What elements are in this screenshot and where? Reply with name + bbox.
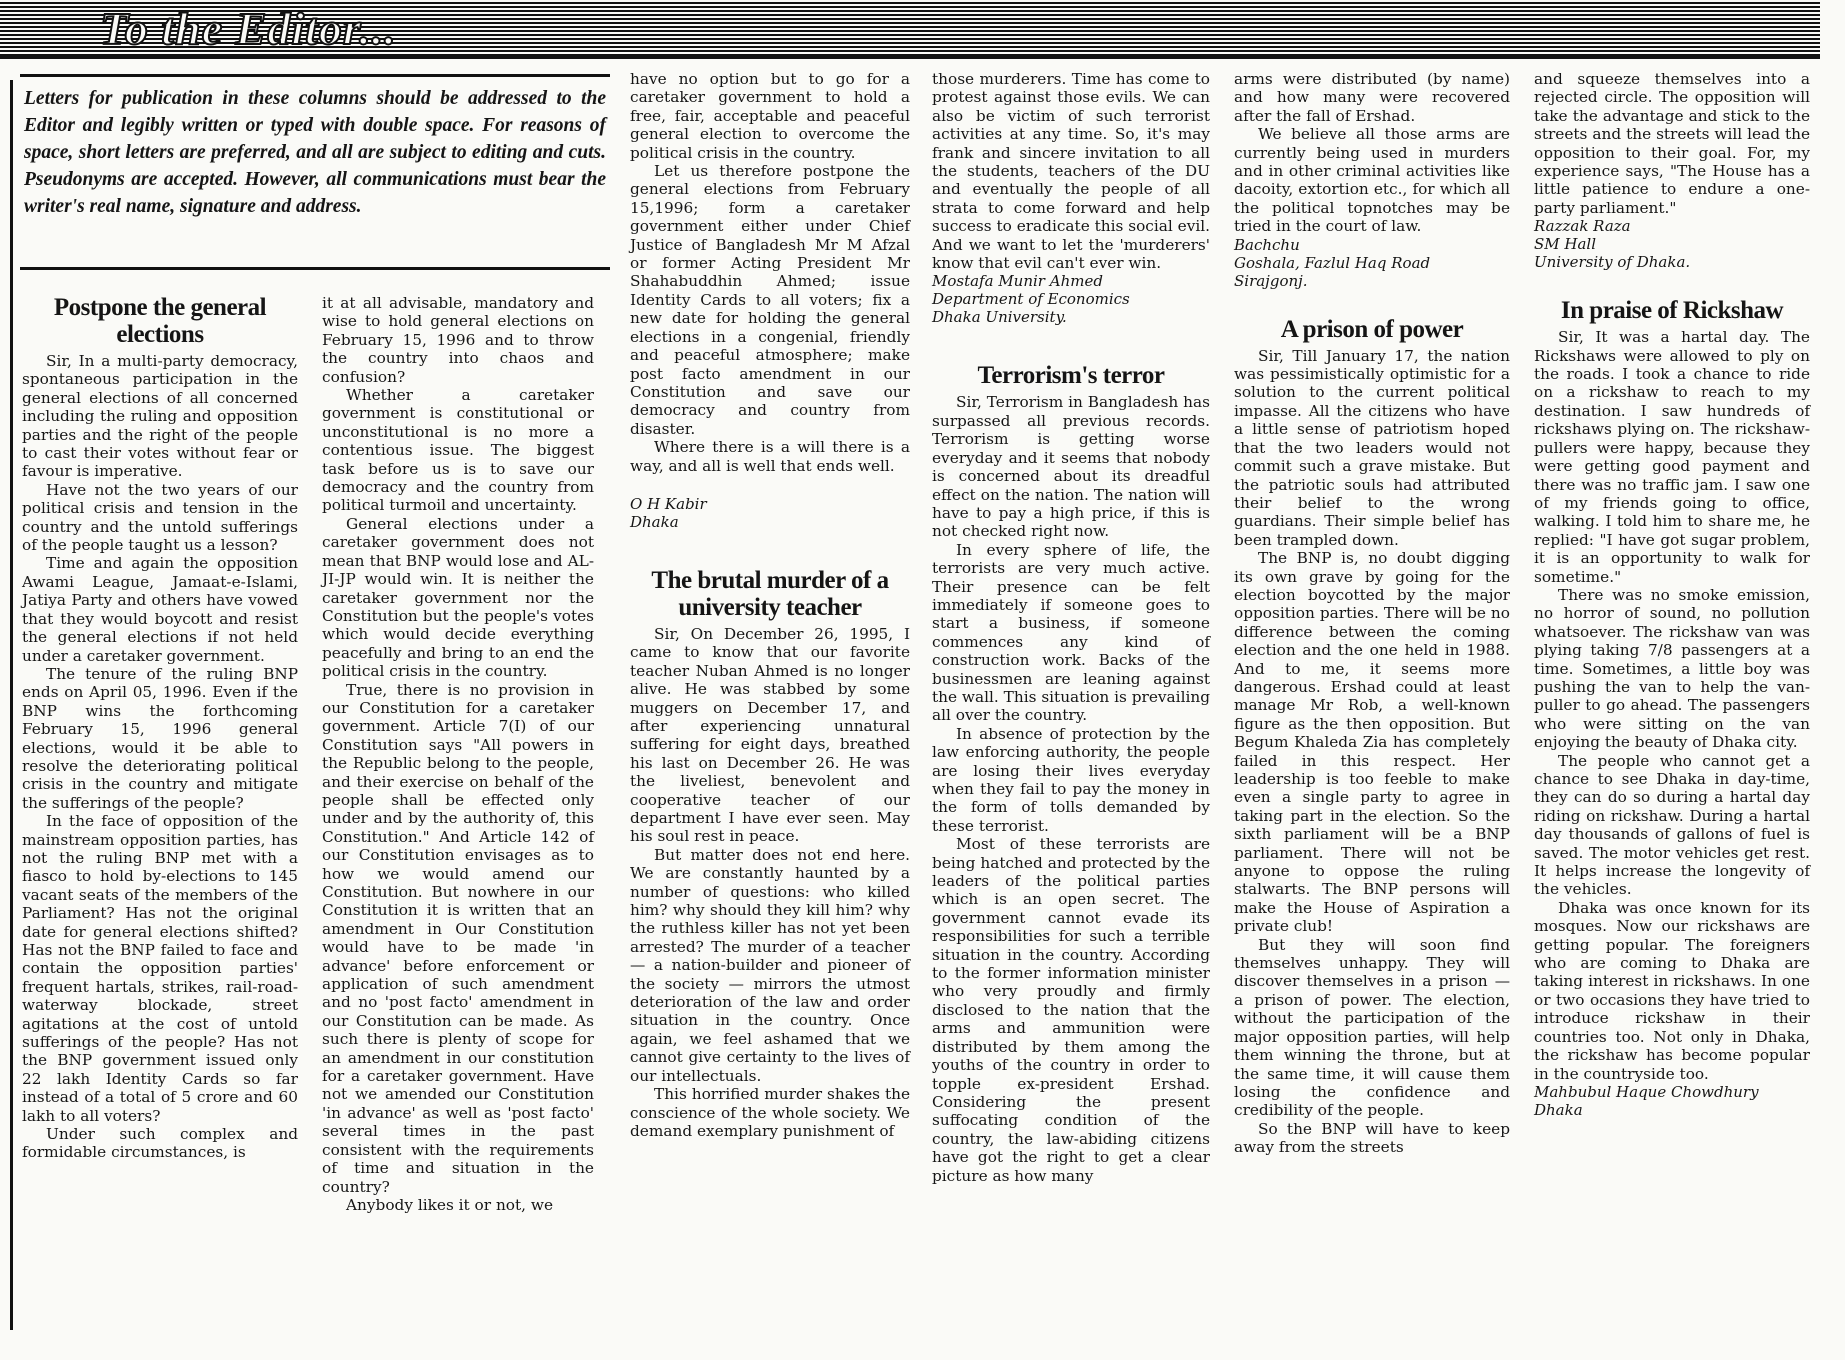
letter4-para: and squeeze themselves into a rejected circle. The opposition will take the advantage and stick to the streets and the streets will lead the opposition to their goal. For, my experience says, "The House has a little patience to endure a one-party parliament." <box>1534 70 1810 217</box>
letter1-para: Where there is a will there is a way, and all is well that ends well. <box>630 438 910 475</box>
letter5-para: The people who cannot get a chance to see Dhaka in day-time, they can do so during a hartal day riding on rickshaw. During a hartal day thousands of gallons of fuel is saved. The motor vehicles get rest. It helps increase the longevity of the vehicles. <box>1534 751 1810 899</box>
column-5 <box>1234 70 1510 1157</box>
letter1-para: Whether a caretaker government is constitutional or unconstitutional is no more a contentious issue. The biggest task before us is to save our democracy and the country from political turmoil and uncertainty. <box>322 386 594 515</box>
letter1-para: Time and again the opposition Awami League, Jamaat-e-Islami, Jatiya Party and others have vowed that they would boycott and resist the general elections if not held under a caretaker government. <box>22 554 298 665</box>
masthead-banner <box>0 0 1820 59</box>
letter1-para: it at all advisable, mandatory and wise to hold general elections on February 15, 1996 and to throw the country into chaos and confusion? <box>322 294 594 386</box>
letter2-para: those murderers. Time has come to protest against those evils. We can also be victim of such terrorist activities at any time. So, it's may frank and sincere invitation to all the students, teachers of the DU and eventually the people of all strata to come forward and help success to eradicate this social evil. And we want to let the 'murderers' know that evil can't ever win. <box>932 70 1210 273</box>
letter3-signature-name: Bachchu <box>1234 235 1300 254</box>
column-6 <box>1534 70 1810 1119</box>
column-2 <box>322 294 594 1214</box>
column-4 <box>932 70 1210 1185</box>
letter1-signature-name: O H Kabir <box>630 494 707 513</box>
letter1-headline: Postpone the general elections <box>53 294 267 348</box>
letter5-headline: In praise of Rickshaw <box>1560 297 1784 325</box>
letter2-para: This horrified murder shakes the conscience of the whole society. We demand exemplary punishment of <box>630 1085 910 1140</box>
submission-notice: Letters for publication in these columns should be addressed to the Editor and legibly written or typed with double space. For reasons of space, short letters are preferred, and all are subject to editing and cuts. Pseudonyms are accepted. However, all communications must bear the writer's real name, signature and address. <box>20 74 610 270</box>
letter1-para: Sir, In a multi-party democracy, spontaneous participation in the general elections of all concerned including the ruling and opposition parties and the right of the people to cast their votes without fear or favour is imperative. <box>22 352 298 481</box>
letter3-signature-place: Sirajgonj. <box>1234 271 1308 290</box>
letter2-signature-name: Mostafa Munir Ahmed <box>932 272 1103 291</box>
letter1-para: In the face of opposition of the mainstream opposition parties, has not the ruling BNP met with a fiasco to hold by-elections to 145 vacant seats of the members of the Parliament? Has not the original date for general elections shifted? Has not the BNP failed to face and contain the opposition parties' frequent hartals, strikes, rail-road-waterway blockade, street agitations at the cost of untold sufferings of the people? Has not the BNP government issued only 22 lakh Identity Cards so far instead of a total of 5 crore and 60 lakh to all voters? <box>22 812 298 1125</box>
column-3 <box>630 70 910 1140</box>
letter2-para: Sir, On December 26, 1995, I came to know that our favorite teacher Nuban Ahmed is no longer alive. He was stabbed by some muggers on December 17, and after experiencing unnatural suffering for eight days, breathed his last on December 26. He was the liveliest, benevolent and cooperative teacher of our department I have ever seen. May his soul rest in peace. <box>630 624 910 846</box>
letter4-signature-name: Razzak Raza <box>1534 217 1631 236</box>
letter4-para: Sir, Till January 17, the nation was pessimistically optimistic for a solution to the current political impasse. All the citizens who have a little sense of patriotism hoped that the two leaders would not commit such a grave mistake. But the patriotic souls had attributed their belief to the wrong guardians. Their simple belief has been trampled down. <box>1234 346 1510 549</box>
letter5-signature-name: Mahbubul Haque Chowdhury <box>1534 1082 1759 1101</box>
letter3-para: In absence of protection by the law enforcing authority, the people are losing their lives everyday when they fail to pay the money in the form of tolls demanded by these terrorist. <box>932 724 1210 835</box>
letter2-signature-dept: Department of Economics <box>932 290 1130 309</box>
letter1-para: Anybody likes it or not, we <box>346 1195 554 1214</box>
column-1 <box>22 294 298 1162</box>
letter1-para: General elections under a caretaker government does not mean that BNP would lose and AL-JI-JP would win. It is neither the caretaker government nor the Constitution but the people's votes which would decide everything peacefully and bring to an end the political crisis in the country. <box>322 514 594 681</box>
letter1-para: Have not the two years of our political crisis and tension in the country and the untold sufferings of the people taught us a lesson? <box>22 480 298 555</box>
letter4-signature-hall: SM Hall <box>1534 235 1597 254</box>
letter5-para: Sir, It was a hartal day. The Rickshaws were allowed to ply on the roads. I took a chance to ride on a rickshaw to reach to my destination. I saw hundreds of rickshaws plying on. The rickshaw-pullers were happy, because they were getting good payment and there was no traffic jam. I saw one of my friends going to office, walking. I told him to share me, he replied: "I have got sugar problem, it is an opportunity to walk for sometime." <box>1534 328 1810 586</box>
letter3-para: arms were distributed (by name) and how many were recovered after the fall of Ershad. <box>1234 70 1510 125</box>
letter5-signature-place: Dhaka <box>1534 1100 1583 1119</box>
letter1-signature-place: Dhaka <box>630 512 679 531</box>
left-rule <box>10 80 13 1330</box>
letter1-para: Under such complex and formidable circumstances, is <box>22 1125 298 1162</box>
letter3-headline: Terrorism's terror <box>977 362 1165 390</box>
letter1-para: True, there is no provision in our Constitution for a caretaker government. Article 7(I) of our Constitution says "All powers in the Republic belong to the people, and their exercise on behalf of the people shall be effected only under and by the authority of, this Constitution." And Article 142 of our Constitution envisages as to how we would amend our Constitution. But nowhere in our Constitution it is written that an amendment in Our Constitution would have to be made 'in advance' before enforcement or application of such amendment and no 'post facto' amendment in our Constitution can be made. As such there is plenty of scope for an amendment in our constitution for a caretaker government. Have not we amended our Constitution 'in advance' as well as 'post facto' several times in the past consistent with the requirements of time and situation in the country? <box>322 680 594 1196</box>
section-title: To the Editor... <box>100 3 397 54</box>
letter1-para: have no option but to go for a caretaker government to hold a free, fair, acceptable and peaceful general election to overcome the political crisis in the country. <box>630 70 910 162</box>
letter4-headline: A prison of power <box>1280 315 1464 343</box>
letter3-signature-address: Goshala, Fazlul Haq Road <box>1234 253 1431 272</box>
letter5-para: There was no smoke emission, no horror of sound, no pollution whatsoever. The rickshaw van was plying taking 7/8 passengers at a time. Sometimes, a little boy was pushing the van to help the van-puller to go ahead. The passengers who were sitting on the van enjoying the beauty of Dhaka city. <box>1534 585 1810 752</box>
letter1-para: The tenure of the ruling BNP ends on April 05, 1996. Even if the BNP wins the forthcoming February 15, 1996 general elections, would it be able to resolve the deteriorating political crisis in the country and mitigate the sufferings of the people? <box>22 664 298 812</box>
letter3-para: Most of these terrorists are being hatched and protected by the leaders of the political parties which is an open secret. The government cannot evade its responsibilities for such a terrible situation in the country. According to the former information minister who very proudly and firmly disclosed to the nation that the arms and ammunition were distributed by them among the youths of the country in order to topple ex-president Ershad. Considering the present suffocating condition of the country, the law-abiding citizens have got the right to get a clear picture as how many <box>932 835 1210 1185</box>
letter4-para: So the BNP will have to keep away from the streets <box>1234 1119 1510 1157</box>
letter3-para: In every sphere of life, the terrorists are very much active. Their presence can be felt immediately if someone goes to start a business, if someone commences any kind of construction work. Backs of the businessmen are leaning against the wall. This situation is prevailing all over the country. <box>932 540 1210 725</box>
letter1-para: Let us therefore postpone the general elections from February 15,1996; form a caretaker government either under Chief Justice of Bangladesh Mr M Afzal or former Acting President Mr Shahabuddhin Ahmed; issue Identity Cards to all voters; fix a new date for holding the general elections in a congenial, friendly and peaceful atmosphere; make post facto amendment in our Constitution and save our democracy and country from disaster. <box>630 162 910 438</box>
letter4-signature-place: University of Dhaka. <box>1534 253 1691 272</box>
letter3-para: Sir, Terrorism in Bangladesh has surpassed all previous records. Terrorism is getting worse everyday and it seems that nobody is concerned about its dreadful effect on the nation. The nation will have to pay a high price, if this is not checked right now. <box>932 393 1210 541</box>
letter2-signature-place: Dhaka University. <box>932 308 1067 327</box>
letter2-para: But matter does not end here. We are constantly haunted by a number of questions: who killed him? why should they kill him? why the ruthless killer has not yet been arrested? The murder of a teacher — a nation-builder and pioneer of the society — mirrors the utmost deterioration of the law and order situation in the country. Once again, we feel ashamed that we cannot give certainty to the lives of our intellectuals. <box>630 845 910 1085</box>
letter4-para: The BNP is, no doubt digging its own grave by going for the election boycotted by the major opposition parties. There will be no difference between the coming election and the one held in 1988. And to me, it seems more dangerous. Ershad could at least manage Mr Rob, a well-known figure as the then opposition. But Begum Khaleda Zia has completely failed in this respect. Her leadership is too feeble to make even a single party to agree in taking part in the election. So the sixth parliament will be a BNP parliament. There will not be anyone to oppose the ruling stalwarts. The BNP persons will make the House of Aspiration a private club! <box>1234 549 1510 936</box>
letter4-para: But they will soon find themselves unhappy. They will discover themselves in a prison — a prison of power. The election, without the participation of the major opposition parties, will help them winning the throne, but at the same time, it will cause them losing the confidence and credibility of the people. <box>1234 935 1510 1120</box>
letter3-para: We believe all those arms are currently being used in murders and in other criminal activities like dacoity, extortion etc., for which all the political topnotches may be tried in the court of law. <box>1234 125 1510 236</box>
letter2-headline: The brutal murder of a university teacher <box>651 566 889 621</box>
letter5-para: Dhaka was once known for its mosques. Now our rickshaws are getting popular. The foreigners who are coming to Dhaka are taking interest in rickshaws. In one or two occasions they have tried to introduce rickshaw in their countries too. Not only in Dhaka, the rickshaw has become popular in the countryside too. <box>1534 898 1810 1083</box>
